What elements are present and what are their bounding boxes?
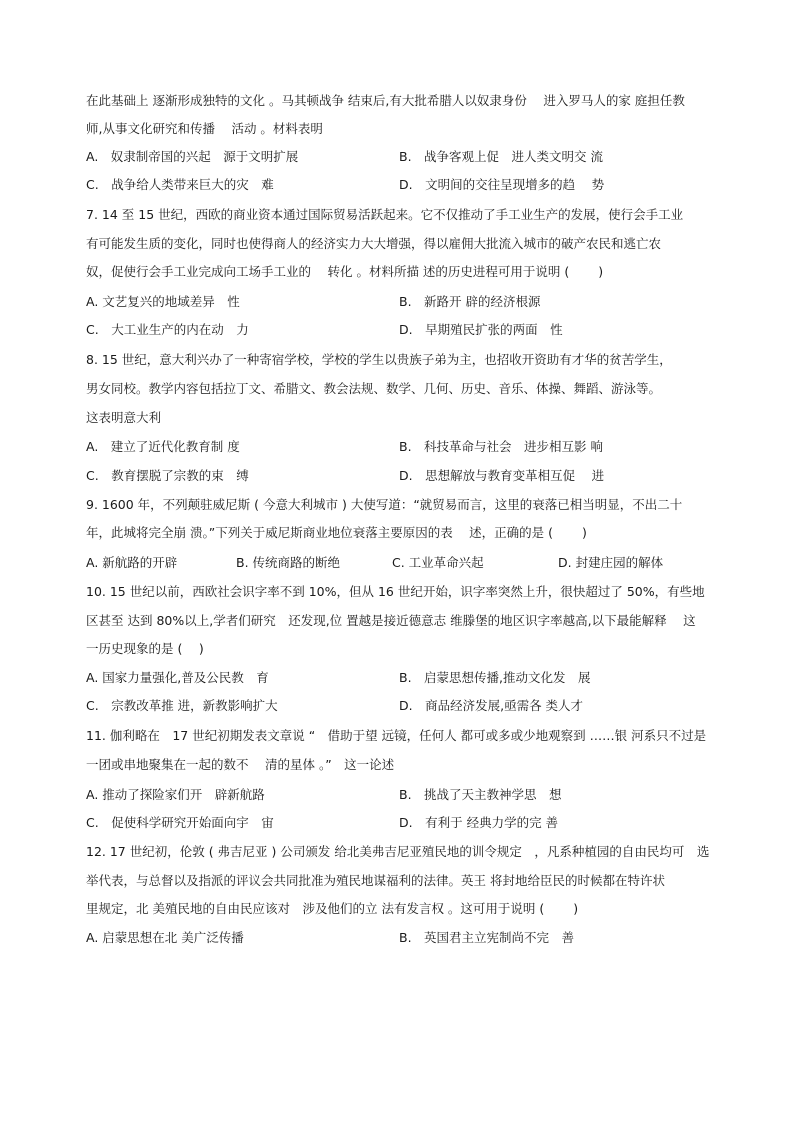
q10-line-3: 一历史现象的是 ( ) <box>86 641 204 656</box>
q7-line-3: 奴，促使行会手工业完成向工场手工业的 转化 。材料所描 述的历史进程可用于说明 ( ) <box>86 264 604 279</box>
q10-line-1: 10. 15 世纪以前，西欧社会识字率不到 10%，但从 16 世纪开始，识字率突然上升，很快超过了 50%，有些地 <box>86 584 705 599</box>
q12-line-2: 举代表，与总督以及指派的评议会共同批准为殖民地谋福利的法律。英王 将封地给臣民的时候都在特许状 <box>86 873 665 888</box>
q8-option-a: A. 建立了近代化教育制 度 <box>86 439 240 454</box>
q7-option-d: D. 早期殖民扩张的两面 性 <box>399 322 563 337</box>
q9-option-a: A. 新航路的开辟 <box>86 555 178 570</box>
intro-line-2: 师,从事文化研究和传播 活动 。材料表明 <box>86 121 323 136</box>
q12-line-3: 里规定，北 美殖民地的自由民应该对 涉及他们的立 法有发言权 。这可用于说明 ( ) <box>86 901 579 916</box>
q8-option-c: C. 教育摆脱了宗教的束 缚 <box>86 468 249 483</box>
q6-option-b: B. 战争客观上促 进人类文明交 流 <box>399 149 604 164</box>
q8-line-1: 8. 15 世纪，意大利兴办了一种寄宿学校，学校的学生以贵族子弟为主，也招收开资助有才华的贫苦学生， <box>86 352 672 367</box>
q9-option-d: D. 封建庄园的解体 <box>558 555 664 570</box>
q11-option-d: D. 有利于 经典力学的完 善 <box>399 815 559 830</box>
q12-option-a: A. 启蒙思想在北 美广泛传播 <box>86 930 244 945</box>
q7-line-1: 7. 14 至 15 世纪，西欧的商业资本通过国际贸易活跃起来。它不仅推动了手工业生产的发展，使行会手工业 <box>86 207 684 222</box>
q6-option-c: C. 战争给人类带来巨大的灾 难 <box>86 177 274 192</box>
q10-option-c: C. 宗教改革推 进，新教影响扩大 <box>86 698 278 713</box>
q11-option-c: C. 促使科学研究开始面向宇 宙 <box>86 815 274 830</box>
q6-option-a: A. 奴隶制帝国的兴起 源于文明扩展 <box>86 149 299 164</box>
q8-line-2: 男女同校。教学内容包括拉丁文、希腊文、教会法规、数学、几何、历史、音乐、体操、舞蹈、游泳等。 <box>86 381 662 396</box>
intro-line-1: 在此基础上 逐渐形成独特的文化 。马其顿战争 结束后,有大批希腊人以奴隶身份 进入罗马人的家 庭担任教 <box>86 93 685 108</box>
q12-line-1: 12. 17 世纪初，伦敦 ( 弗吉尼亚 ) 公司颁发 给北美弗吉尼亚殖民地的训令规定 ，凡系种植园的自由民均可 选 <box>86 844 710 859</box>
q9-line-2: 年，此城将完全崩 溃。”下列关于威尼斯商业地位衰落主要原因的表 述，正确的是 ( ) <box>86 525 587 540</box>
q11-option-a: A. 推动了探险家们开 辟新航路 <box>86 787 265 802</box>
q6-option-d: D. 文明间的交往呈现增多的趋 势 <box>399 177 605 192</box>
q7-option-b: B. 新路开 辟的经济根源 <box>399 294 541 309</box>
q11-line-2: 一团或串地聚集在一起的数不 清的星体 。” 这一论述 <box>86 757 395 772</box>
q10-option-d: D. 商品经济发展,亟需各 类人才 <box>399 698 584 713</box>
q8-option-d: D. 思想解放与教育变革相互促 进 <box>399 468 605 483</box>
q12-option-b: B. 英国君主立宪制尚不完 善 <box>399 930 575 945</box>
q11-option-b: B. 挑战了天主教神学思 想 <box>399 787 562 802</box>
q10-line-2: 区甚至 达到 80%以上,学者们研究 还发现,位 置越是接近德意志 维滕堡的地区识字率越高,以下最能解释 这 <box>86 613 696 628</box>
q7-option-c: C. 大工业生产的内在动 力 <box>86 322 249 337</box>
q10-option-b: B. 启蒙思想传播,推动文化发 展 <box>399 670 591 685</box>
q9-line-1: 9. 1600 年，不列颠驻威尼斯 ( 今意大利城市 ) 大使写道：“就贸易而言，这里的衰落已相当明显，不出二十 <box>86 497 683 512</box>
q8-line-3: 这表明意大利 <box>86 410 162 425</box>
q7-option-a: A. 文艺复兴的地域差异 性 <box>86 294 240 309</box>
q11-line-1: 11. 伽利略在 17 世纪初期发表文章说 “ 借助于望 远镜，任何人 都可或多或少地观察到 ……银 河系只不过是 <box>86 728 707 743</box>
q7-line-2: 有可能发生质的变化，同时也使得商人的经济实力大大增强，得以雇佣大批流入城市的破产农民和逃亡农 <box>86 236 662 251</box>
q9-option-c: C. 工业革命兴起 <box>392 555 484 570</box>
q8-option-b: B. 科技革命与社会 进步相互影 响 <box>399 439 604 454</box>
q9-option-b: B. 传统商路的断绝 <box>236 555 341 570</box>
q10-option-a: A. 国家力量强化,普及公民教 育 <box>86 670 269 685</box>
